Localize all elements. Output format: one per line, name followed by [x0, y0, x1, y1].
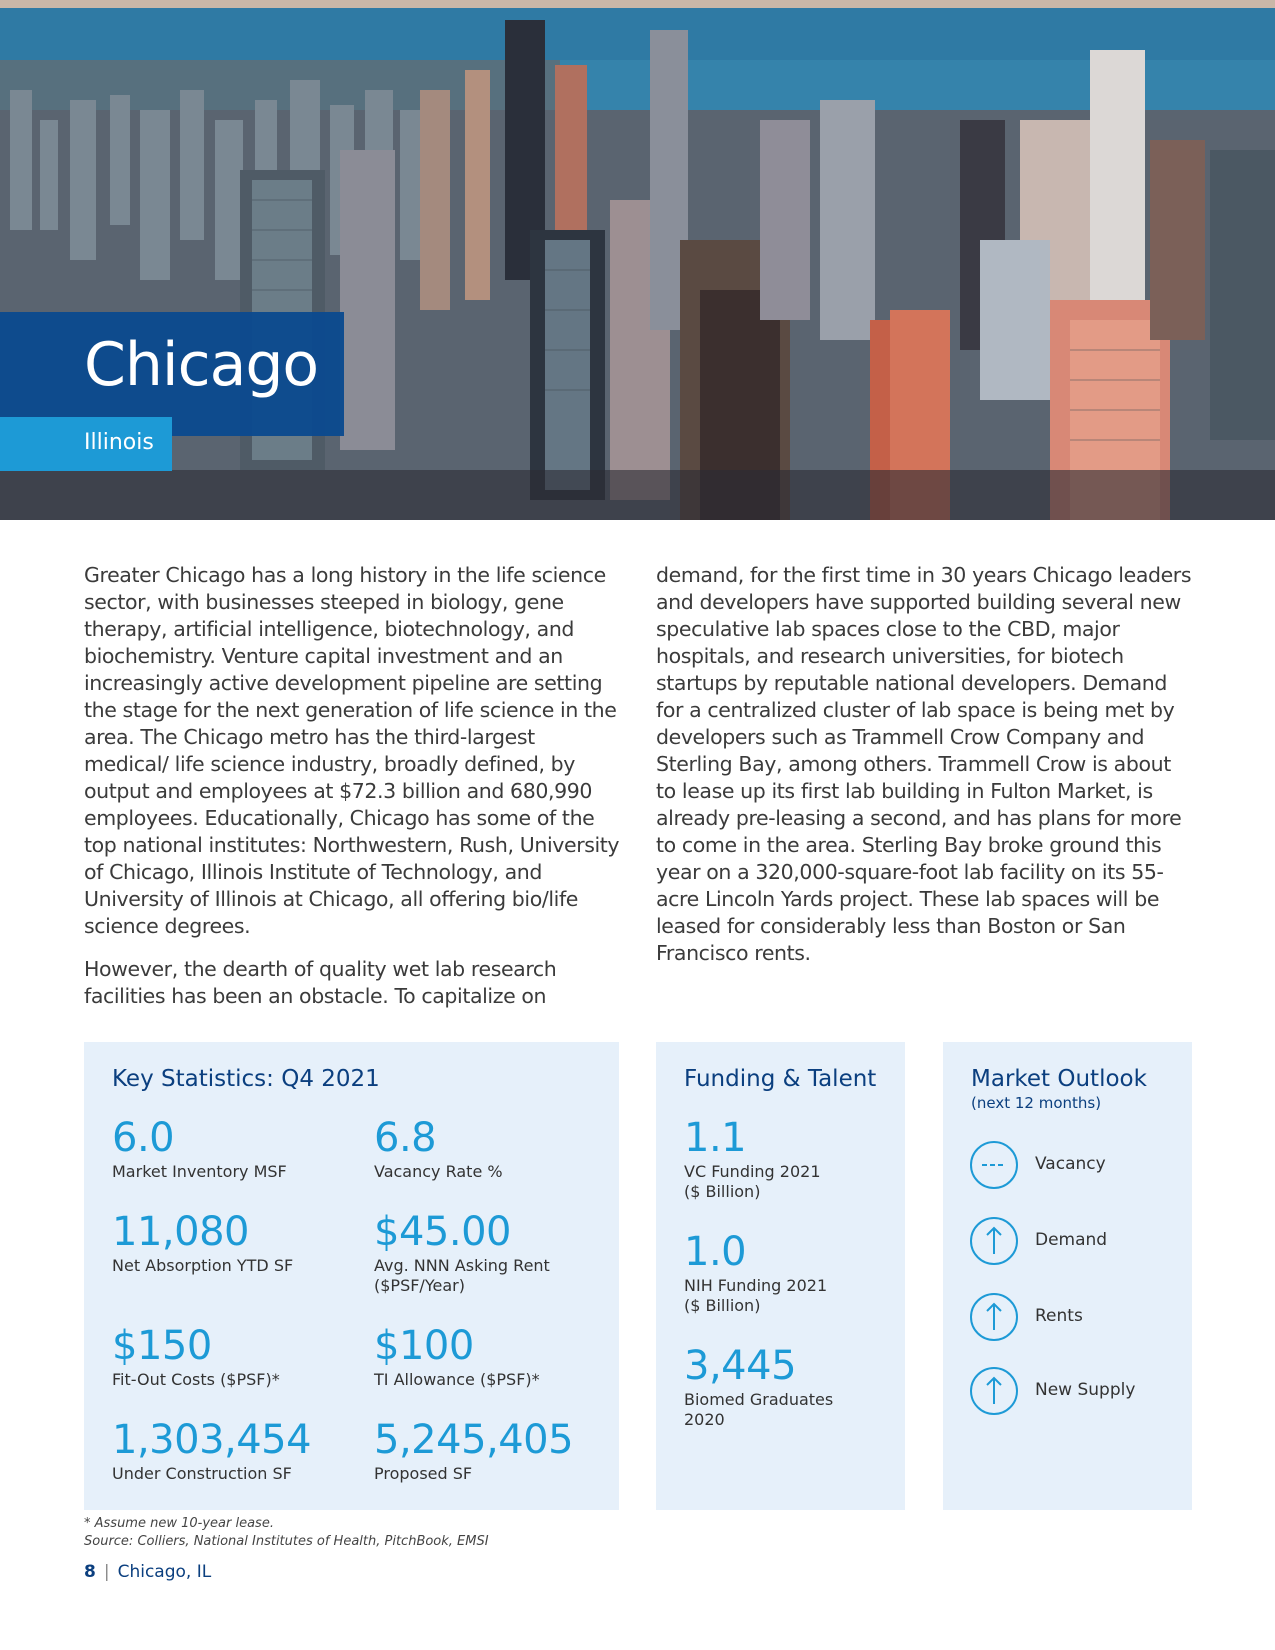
stat-value: 1,303,454 — [112, 1417, 312, 1463]
stat-label: Net Absorption YTD SF — [112, 1256, 294, 1275]
stat-value: 1.0 — [684, 1229, 747, 1275]
stat-label-unit: ($ Billion) — [684, 1182, 761, 1201]
stat-value: 11,080 — [112, 1209, 249, 1255]
skyline-illustration — [0, 0, 1275, 520]
stat-label: NIH Funding 2021 — [684, 1276, 828, 1295]
state-label: Illinois — [84, 430, 154, 455]
stat-value: $150 — [112, 1323, 212, 1369]
footer-location: Chicago, IL — [117, 1562, 212, 1582]
body-paragraph: Greater Chicago has a long history in the life science sector, with businesses steeped in biology, gene therapy, artificial intelligence, biotechnology, and biochemistry. Venture capital investment and an increasingly active development pipeline are setting the stage for the next generation of life science in the area. The Chicago metro has the third-largest medical/ life science industry, broadly defined, by output and employees at $72.3 billion and 680,990 employees. Educationally, Chicago has some of the top national institutes: Northwestern, Rush, University of Chicago, Illinois Institute of Technology, and University of Illinois at Chicago, all offering bio/life science degrees. — [84, 563, 620, 938]
body-paragraph: demand, for the first time in 30 years Chicago leaders and developers have supported building several new speculative lab spaces close to the CBD, major hospitals, and research universities, for biotech startups by reputable national developers. Demand for a centralized cluster of lab space is being met by developers such as Trammell Crow Company and Sterling Bay, among others. Trammell Crow is about to lease up its first lab building in Fulton Market, is already pre-leasing a second, and has plans for more to come in the area. Sterling Bay broke ground this year on a 320,000-square-foot lab facility on its 55-acre Lincoln Yards project. These lab spaces will be leased for considerably less than Boston or San Francisco rents. — [656, 563, 1192, 965]
stat-market-inventory — [112, 1116, 287, 1182]
stat-label: VC Funding 2021 — [684, 1162, 821, 1181]
stat-label: Under Construction SF — [112, 1464, 292, 1483]
funding-talent-panel — [656, 1042, 905, 1510]
up-arrow-icon — [969, 1366, 1019, 1416]
funding-talent-title: Funding & Talent — [684, 1066, 877, 1092]
footer-separator: | — [103, 1562, 110, 1582]
page-number: 8 — [84, 1562, 96, 1582]
stat-nih-funding — [684, 1230, 827, 1316]
footnote-source: Source: Colliers, National Institutes of Health, PitchBook, EMSI — [84, 1534, 489, 1549]
stat-value: 1.1 — [684, 1115, 747, 1161]
flat-dash-icon — [969, 1140, 1019, 1190]
footnote — [84, 1515, 489, 1551]
stat-label: Avg. NNN Asking Rent — [374, 1256, 550, 1275]
stat-label-unit: ($ Billion) — [684, 1296, 761, 1315]
footnote-lease: * Assume new 10-year lease. — [84, 1516, 274, 1531]
stat-label: Proposed SF — [374, 1464, 473, 1483]
key-statistics-panel — [84, 1042, 619, 1510]
stat-ti-allowance — [374, 1324, 540, 1390]
outlook-label: Vacancy — [1035, 1154, 1106, 1174]
stat-label: TI Allowance ($PSF)* — [374, 1370, 540, 1389]
outlook-label: Demand — [1035, 1230, 1108, 1250]
stat-label: Biomed Graduates — [684, 1390, 834, 1409]
stat-value: 6.8 — [374, 1115, 437, 1161]
stat-label: Market Inventory MSF — [112, 1162, 287, 1181]
page-footer — [84, 1562, 211, 1582]
market-outlook-panel — [943, 1042, 1192, 1510]
stat-value: 3,445 — [684, 1343, 797, 1389]
city-title: Chicago — [84, 330, 319, 400]
stat-value: 6.0 — [112, 1115, 175, 1161]
stat-fit-out-costs — [112, 1324, 280, 1390]
stat-net-absorption — [112, 1210, 293, 1276]
stat-label: Vacancy Rate % — [374, 1162, 503, 1181]
outlook-label: New Supply — [1035, 1380, 1136, 1400]
stat-vacancy-rate — [374, 1116, 503, 1182]
stat-proposed — [374, 1418, 573, 1484]
stat-asking-rent — [374, 1210, 550, 1296]
stat-value: $45.00 — [374, 1209, 511, 1255]
up-arrow-icon — [969, 1292, 1019, 1342]
stat-label: Fit-Out Costs ($PSF)* — [112, 1370, 280, 1389]
key-statistics-title: Key Statistics: Q4 2021 — [112, 1066, 380, 1092]
hero-image — [0, 0, 1275, 520]
body-column-left — [84, 562, 624, 1026]
stat-vc-funding — [684, 1116, 821, 1202]
outlook-label: Rents — [1035, 1306, 1083, 1326]
market-outlook-title: Market Outlook — [971, 1066, 1147, 1092]
stat-label-unit: ($PSF/Year) — [374, 1276, 465, 1295]
stat-biomed-graduates — [684, 1344, 833, 1430]
up-arrow-icon — [969, 1216, 1019, 1266]
market-outlook-subtitle: (next 12 months) — [971, 1094, 1102, 1112]
stat-label-unit: 2020 — [684, 1410, 725, 1429]
stat-under-construction — [112, 1418, 311, 1484]
body-paragraph: However, the dearth of quality wet lab research facilities has been an obstacle. To capitalize on — [84, 957, 557, 1008]
body-column-right — [656, 562, 1196, 983]
stat-value: 5,245,405 — [374, 1417, 574, 1463]
stat-value: $100 — [374, 1323, 474, 1369]
